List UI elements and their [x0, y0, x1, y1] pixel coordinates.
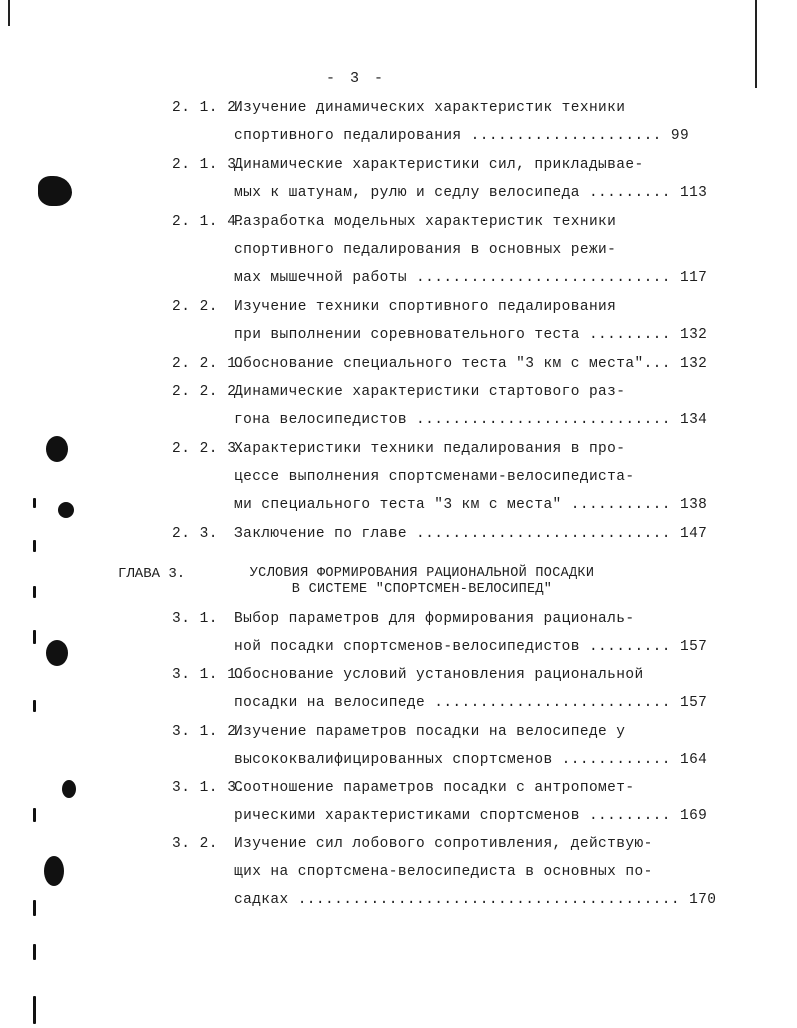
- entry-number: 2. 2. 1.: [172, 356, 246, 372]
- edge-mark: [33, 540, 36, 552]
- chapter-title-line: УСЛОВИЯ ФОРМИРОВАНИЯ РАЦИОНАЛЬНОЙ ПОСАДКИ: [249, 566, 595, 581]
- entry-line: Обоснование специального теста "3 км с места"... 132: [234, 356, 708, 372]
- edge-mark: [33, 630, 36, 644]
- entry-number: 3. 1. 2.: [172, 724, 246, 740]
- edge-mark: [33, 808, 36, 822]
- entry-number: 2. 3.: [172, 526, 219, 542]
- entry-line: Выбор параметров для формирования рациональ-: [234, 611, 635, 627]
- entry-number: 2. 1. 3.: [172, 157, 246, 173]
- entry-number: 2. 2. 3.: [172, 441, 246, 457]
- punch-hole: [46, 436, 68, 462]
- entry-line: щих на спортсмена-велосипедиста в основных по-: [234, 864, 653, 880]
- entry-line: Соотношение параметров посадки с антропомет-: [234, 780, 635, 796]
- entry-line: Характеристики техники педалирования в про-: [234, 441, 626, 457]
- entry-line: садках .......................................... 170: [234, 892, 717, 908]
- edge-mark: [33, 900, 36, 916]
- entry-line: мах мышечной работы ............................ 117: [234, 270, 708, 286]
- entry-line: при выполнении соревновательного теста ......... 132: [234, 327, 708, 343]
- entry-line: спортивного педалирования в основных режи-: [234, 242, 617, 258]
- edge-mark: [33, 586, 36, 598]
- edge-mark: [33, 700, 36, 712]
- entry-line: высококвалифицированных спортсменов ............ 164: [234, 752, 708, 768]
- edge-mark: [33, 498, 36, 508]
- entry-line: Динамические характеристики сил, прикладывае-: [234, 157, 644, 173]
- edge-mark: [33, 944, 36, 960]
- entry-number: 3. 1. 1.: [172, 667, 246, 683]
- entry-line: Изучение сил лобового сопротивления, действую-: [234, 836, 653, 852]
- punch-hole: [44, 856, 64, 886]
- entry-line: спортивного педалирования ..................... 99: [234, 128, 690, 144]
- entry-line: ной посадки спортсменов-велосипедистов ......... 157: [234, 639, 708, 655]
- entry-line: Обоснование условий установления рациональной: [234, 667, 644, 683]
- entry-number: 2. 1. 4.: [172, 214, 246, 230]
- ink-blot: [38, 176, 72, 206]
- entry-line: ми специального теста "3 км с места" ........... 138: [234, 497, 708, 513]
- entry-line: Разработка модельных характеристик техники: [234, 214, 617, 230]
- entry-number: 3. 2.: [172, 836, 219, 852]
- entry-line: цессе выполнения спортсменами-велосипедиста-: [234, 469, 635, 485]
- entry-line: Изучение параметров посадки на велосипеде у: [234, 724, 626, 740]
- punch-hole: [46, 640, 68, 666]
- edge-mark: [33, 996, 36, 1024]
- entry-number: 3. 1.: [172, 611, 219, 627]
- entry-number: 3. 1. 3.: [172, 780, 246, 796]
- entry-line: Изучение техники спортивного педалирования: [234, 299, 617, 315]
- chapter-title-line: В СИСТЕМЕ "СПОРТСМЕН-ВЕЛОСИПЕД": [291, 582, 553, 597]
- ink-blot: [58, 502, 74, 518]
- entry-line: рическими характеристиками спортсменов ......... 169: [234, 808, 708, 824]
- left-scan-edge: [8, 0, 10, 26]
- ink-blot: [62, 780, 76, 798]
- page-number: - 3 -: [326, 70, 387, 87]
- entry-line: посадки на велосипеде .......................... 157: [234, 695, 708, 711]
- entry-line: Динамические характеристики стартового раз-: [234, 384, 626, 400]
- entry-line: мых к шатунам, рулю и седлу велосипеда ......... 113: [234, 185, 708, 201]
- chapter-label: ГЛАВА 3.: [118, 566, 186, 582]
- entry-number: 2. 2. 2.: [172, 384, 246, 400]
- entry-number: 2. 1. 2.: [172, 100, 246, 116]
- entry-line: Изучение динамических характеристик техники: [234, 100, 626, 116]
- entry-line: гона велосипедистов ............................ 134: [234, 412, 708, 428]
- right-scan-edge: [755, 0, 757, 88]
- entry-line: Заключение по главе ............................ 147: [234, 526, 708, 542]
- entry-number: 2. 2.: [172, 299, 219, 315]
